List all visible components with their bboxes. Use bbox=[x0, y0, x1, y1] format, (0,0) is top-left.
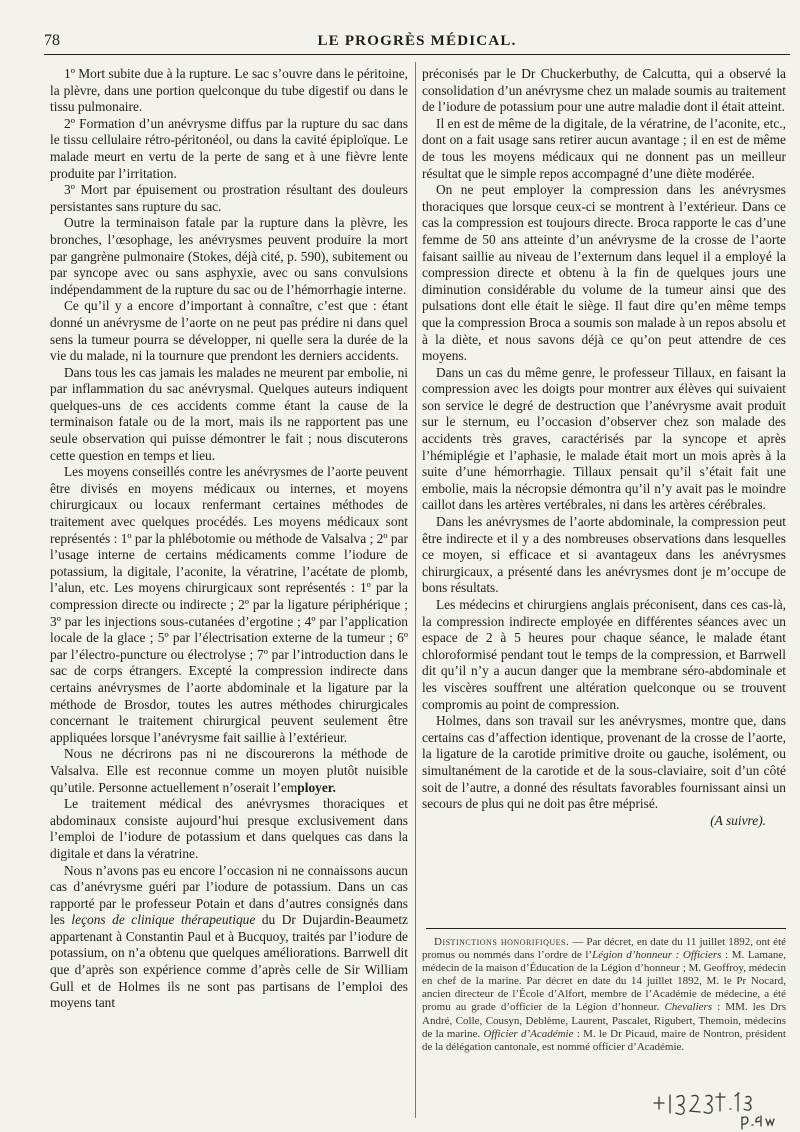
page-number: 78 bbox=[44, 32, 60, 49]
paragraph: Holmes, dans son travail sur les anévrysmes, montre que, dans certains cas d’affection identique, provenant de la crosse de l’aorte, la ligature de la carotide primitive droite ou gauche, isolément, ou simultanément de la carotide et de la sous-claviaire, soit d’un côté soit de l’autre, a donné des résultats favorables fournissant ainsi un secours de plus qui ne doit pas être méprisé. bbox=[422, 713, 786, 812]
paragraph: 1º Mort subite due à la rupture. Le sac s’ouvre dans le péritoine, la plèvre, dans une portion quelconque du tube digestif ou dans le tissu pulmonaire. bbox=[50, 66, 408, 115]
paragraph-text-bold: ployer. bbox=[297, 779, 336, 795]
paragraph: On ne peut employer la compression dans les anévrysmes thoraciques que lorsque ceux-ci se montrent à l’extérieur. Dans ce cas la compression est toujours directe. Broca rapporte le cas d’une femme de 50 ans atteinte d’un anévrysme de la crosse de l’aorte faisant saillie au niveau de l’externum dans lequel il a employé la compression directe et obtenu à la fin de quelques jours une diminution considérable du volume de la tumeur ainsi que des pulsations dont elle était le siège. Il faut dire qu’en même temps que la compression Broca a soumis son malade à un repos absolu et à la diète, et nous savons déjà ce qu’on peut attendre de ces moyens. bbox=[422, 182, 786, 364]
paragraph bbox=[50, 863, 408, 1012]
notice-divider bbox=[426, 928, 786, 929]
book-title: leçons de clinique thérapeutique bbox=[71, 912, 256, 928]
notice-text: — Par décret, en date du 11 juillet 1892, ont été promus ou nommés dans l’ordre de l’ bbox=[422, 936, 787, 962]
paragraph: Les moyens conseillés contre les anévrysmes de l’aorte peuvent être divisés en moyens médicaux ou internes, et moyens chirurgicaux ou locaux renfermant certaines méthodes de traitement avec quelques procédés. Les moyens médicaux sont représentés : 1º par la phlébotomie ou méthode de Valsalva ; 2º par l’usage interne de certains médicaments comme l’iodure de potassium, la digitale, l’aconite, la vératrine, l’acétate de plomb, l’alun, etc. Les moyens chirurgicaux sont représentés : 1º par la compression directe ou indirecte ; 2º par la ligature périphérique ; 3º par les injections sous-cutanées d’ergotine ; 4º par l’application locale de la glace ; 5º par l’électrisation externe de la tumeur ; 6º par l’électro-puncture ou électrolyse ; 7º par l’introduction dans le sac de corps étrangers. Excepté la compression indirecte dans certains anévrysmes de l’aorte abdominale et la ligature par la méthode de Brosdor, toutes les autres méthodes chirurgicales concernant le traitement chirurgical peuvent seulement être appliquées lorsque l’anévrysme fait saillie à l’extérieur. bbox=[50, 464, 408, 745]
paragraph bbox=[50, 746, 408, 796]
page-header bbox=[44, 30, 790, 55]
column-divider bbox=[415, 62, 416, 1118]
paragraph-text: du Dr Dujardin-Beaumetz appartenant à Constantin Paul et à Bucquoy, traités par l’iodure de potassium, on n’a obtenu que quelques améliorations. Barrwell dit que d’après son expérience comme d’après celle de Sir William Gull et de Holmes ils ne sont pas partisans de l’emploi des moyens tant bbox=[50, 912, 408, 1011]
paragraph: Le traitement médical des anévrysmes thoraciques et abdominaux consiste aujourd’hui presque exclusivement dans l’emploi de l’iodure de potassium et dans quelques cas dans la digitale et dans la vératrine. bbox=[50, 796, 408, 861]
notice-italic: Légion d’honneur : Officiers bbox=[592, 949, 722, 962]
paragraph-text: Nous n’avons pas eu encore l’occasion ni ne connaissons aucun cas d’anévrysme guéri par l’iodure de potassium. Dans un cas rapporté par le professeur Potain et dans d’autres consignés dans les bbox=[50, 862, 408, 928]
paragraph: 2º Formation d’un anévrysme diffus par la rupture du sac dans le tissu cellulaire rétro-péritonéol, ou dans la cavité épiploïque. Le malade meurt en vertu de la perte de sang et à une fièvre lente produite par l’irritation. bbox=[50, 115, 408, 181]
notice-text: : M. Lamane, médecin de la maison d’Éducation de la Légion d’honneur ; M. Geoffroy, médecin en chef de la marine. Par décret en date du 14 juillet 1892, M. le Pr Nocard, ancien directeur de l’École d’Alfort, membre de l’Académie de médecine, a été promu au grade d’officier de la Légion d’honneur. bbox=[422, 949, 787, 1014]
paragraph-text: Nous ne décrirons pas ni ne discourerons la méthode de Valsalva. Elle est reconnue comme un moyen plutôt nuisible qu’utile. Personne actuellement n’oserait l’em bbox=[50, 746, 408, 795]
paragraph: Les médecins et chirurgiens anglais préconisent, dans ces cas-là, la compression indirecte employée en différentes séances avec un espace de 2 à 5 heures pour chaque séance, le malade étant chloroformisé pendant tout le temps de la compression, et Barrwell dit qu’il n’y a aucun danger que la membrane séro-abdominale et les viscères souffrent une altération quelconque ou se trouvent compromis au point de compression. bbox=[422, 597, 786, 712]
notice-italic: Officier d’Académie bbox=[483, 1027, 574, 1040]
to-be-continued: (A suivre). bbox=[710, 812, 766, 828]
journal-title: LE PROGRÈS MÉDICAL. bbox=[317, 33, 517, 49]
paragraph: Ce qu’il y a encore d’important à connaître, c’est que : étant donné un anévrysme de l’aorte on ne peut pas prédire ni dans quel sens la tumeur pourra se développer, ni quelle sera la durée de la vie du malade, ni la tournure que prendont les derniers accidents. bbox=[50, 298, 408, 364]
paragraph: Il en est de même de la digitale, de la vératrine, de l’aconite, etc., dont on a fait usage sans retirer aucun avantage ; il en est de même de tous les moyens médicaux qui ne donnent pas un meilleur résultat que le simple repos accompagné d’une diète modérée. bbox=[422, 115, 786, 181]
paragraph: Dans tous les cas jamais les malades ne meurent par embolie, ni par inflammation du sac anévrysmal. Quelques auteurs indiquent quelques-uns de ces accidents comme étant la cause de la terminaison fatale ou de la mort, mais ils ne rapportent pas une seule observation qui puisse démontrer le fait ; nous discuterons cette question en temps et lieu. bbox=[50, 364, 408, 463]
honors-notice bbox=[422, 936, 786, 1054]
paragraph: Outre la terminaison fatale par la rupture dans la plèvre, les bronches, l’œsophage, les anévrysmes peuvent produire la mort par gangrène pulmonaire (Stokes, déjà cité, p. 590), subitement ou par syncope avec ou sans asphyxie, avec ou sans convulsions indépendamment de la rupture du sac ou de l’hémorrhagie interne. bbox=[50, 215, 408, 297]
handwritten-annotation-icon bbox=[650, 1085, 790, 1130]
paragraph: Dans un cas du même genre, le professeur Tillaux, en faisant la compression avec les doigts pour montrer aux élèves qui suivaient son service le degré de destruction que l’anévrysme avait produit sur le sternum, eu l’occasion d’observer chez son malade des accidents très graves, caractérisés par la syncope et après l’hémiplégie et l’aphasie, le malade était mort un mois après à la suite d’une hémorrhagie. Tillaux pensait qu’il s’était fait une embolie, mais la nécropsie démontra qu’il n’y avait pas le moindre caillot dans les artères vertébrales, ni dans les artères cérébrales. bbox=[422, 364, 786, 513]
paragraph: Dans les anévrysmes de l’aorte abdominale, la compression peut être indirecte et il y a des nombreuses observations dans lesquelles ce moyen, si efficace et si avantageux dans les anévrysmes chirurgicaux, a présenté dans les anévrysmes dont je m’occupe de bons résultats. bbox=[422, 514, 786, 596]
notice-text: : MM. les Drs André, Colle, Cousyn, Deblème, Laurent, Pascalet, Rigubert, Themoin, médecins de la marine. bbox=[422, 1001, 786, 1040]
notice-paragraph bbox=[422, 936, 786, 1054]
notice-heading: Distinctions honorifiques. bbox=[434, 936, 570, 948]
left-column bbox=[50, 66, 408, 1012]
paragraph: 3º Mort par épuisement ou prostration résultant des douleurs persistantes sans rupture du sac. bbox=[50, 182, 408, 214]
right-column bbox=[422, 66, 786, 829]
paragraph: préconisés par le Dr Chuckerbuthy, de Calcutta, qui a observé la consolidation d’un anévrysme chez un malade soumis au traitement de l’iodure de potassium pour une autre maladie dont il était atteint. bbox=[422, 66, 786, 115]
notice-text: : M. le Dr Picaud, maire de Nontron, président de la délégation cantonale, est nommé officier d’Académie. bbox=[422, 1027, 786, 1053]
notice-italic: Chevaliers bbox=[664, 1001, 713, 1014]
